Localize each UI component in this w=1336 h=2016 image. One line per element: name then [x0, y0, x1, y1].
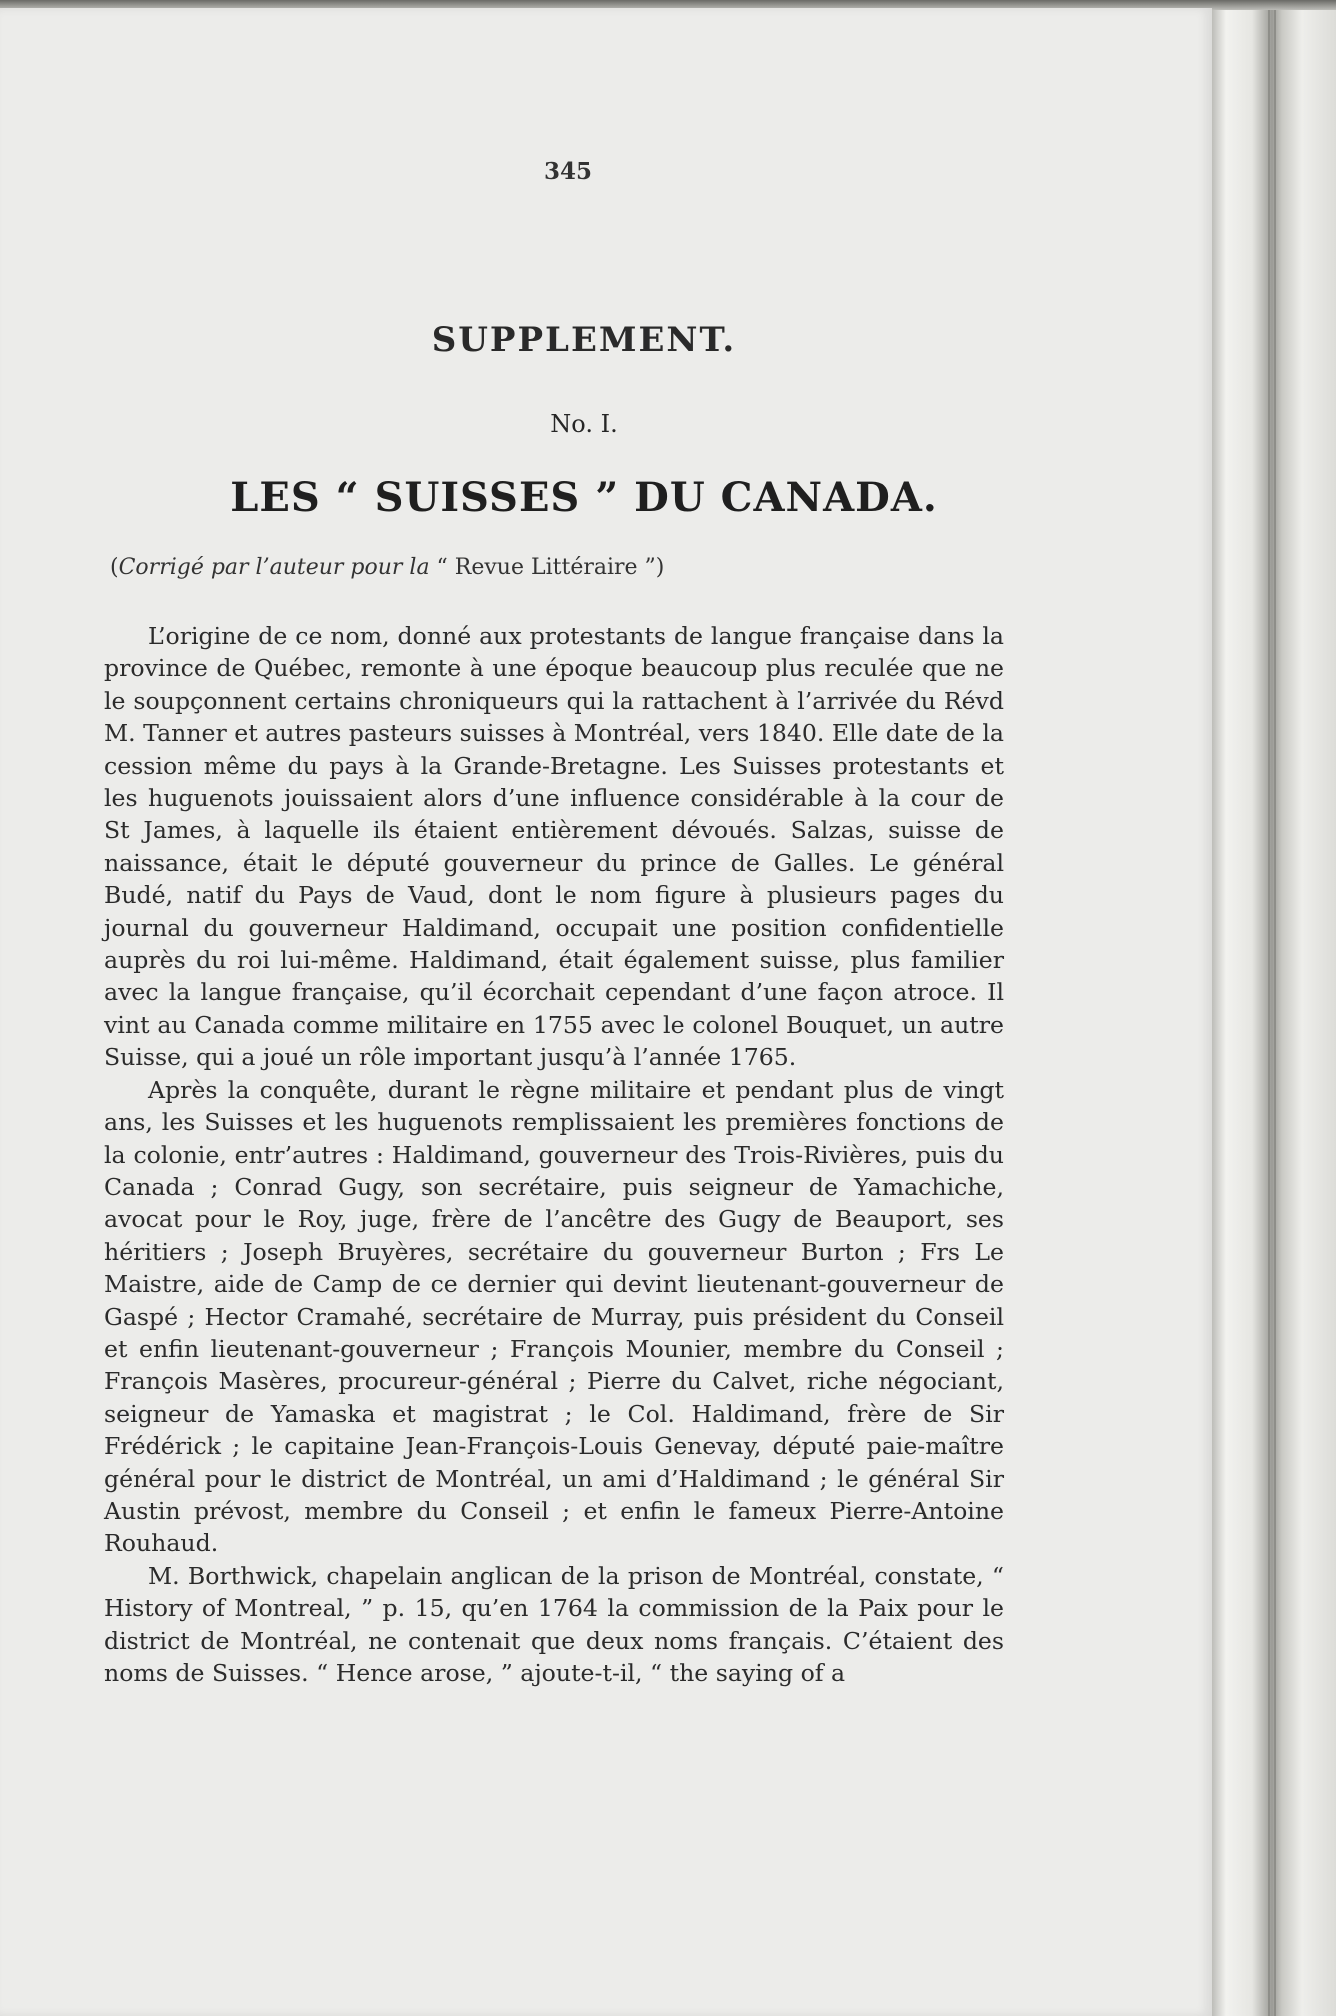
section-title: LES “ SUISSES ” DU CANADA. [230, 474, 938, 521]
book-page [0, 8, 1212, 2016]
body-text [104, 620, 1004, 1689]
subtitle-italic: Corrigé par l’auteur pour la [118, 555, 430, 580]
page-number: 345 [544, 158, 593, 185]
subtitle-rest: “ Revue Littéraire ”) [429, 555, 665, 580]
section-number: No. I. [550, 410, 618, 438]
paragraph-3: M. Borthwick, chapelain anglican de la prison de Montréal, constate, “ History of Montreal, ” p. 15, qu’en 1764 la commission de la Paix pour le district de Montréal, ne contenait que deux noms français. C’étaient des noms de Suisses. “ Hence arose, ” ajoute-t-il, “ the saying of a [104, 1561, 1004, 1687]
paragraph-1: L’origine de ce nom, donné aux protestants de langue française dans la province de Québec, remonte à une époque beaucoup plus reculée que ne le soupçonnent certains chroniqueurs qui la rattachent à l’arrivée du Révd M. Tanner et autres pasteurs suisses à Montréal, vers 1840. Elle date de la cession même du pays à la Grande-Bretagne. Les Suisses protestants et les huguenots jouissaient alors d’une influence considérable à la cour de St James, à laquelle ils étaient entièrement dévoués. Salzas, suisse de naissance, était le député gouverneur du prince de Galles. Le général Budé, natif du Pays de Vaud, dont le nom figure à plusieurs pages du journal du gouverneur Haldimand, occupait une position confidentielle auprès du roi lui-même. Haldimand, était également suisse, plus familier avec la langue française, qu’il écorchait cependant d’une façon atroce. Il vint au Canada comme militaire en 1755 avec le colonel Bouquet, un autre Suisse, qui a joué un rôle important jusqu’à l’année 1765. [104, 622, 1004, 1072]
section-subtitle [110, 555, 664, 580]
book-page-edges [1212, 10, 1336, 2016]
paragraph-2: Après la conquête, durant le règne militaire et pendant plus de vingt ans, les Suisses et les huguenots remplissaient les premières fonctions de la colonie, entr’autres : Haldimand, gouverneur des Trois-Rivières, puis du Canada ; Conrad Gugy, son secrétaire, puis seigneur de Yamachiche, avocat pour le Roy, juge, frère de l’ancêtre des Gugy de Beauport, ses héritiers ; Joseph Bruyères, secrétaire du gouverneur Burton ; Frs Le Maistre, aide de Camp de ce dernier qui devint lieutenant-gouverneur de Gaspé ; Hector Cramahé, secrétaire de Murray, puis président du Conseil et enfin lieutenant-gouverneur ; François Mounier, membre du Conseil ; François Masères, procureur-général ; Pierre du Calvet, riche négociant, seigneur de Yamaska et magistrat ; le Col. Haldimand, frère de Sir Frédérick ; le capitaine Jean-François-Louis Genevay, député paie-maître général pour le district de Montréal, un ami d’Haldimand ; le général Sir Austin prévost, membre du Conseil ; et enfin le fameux Pierre-Antoine Rouhaud. [104, 1075, 1004, 1558]
subtitle-open-paren: ( [110, 555, 119, 580]
page-edge-line [1274, 10, 1276, 2016]
supplement-heading: SUPPLEMENT. [431, 320, 737, 360]
page-edge-line [1268, 10, 1270, 2016]
